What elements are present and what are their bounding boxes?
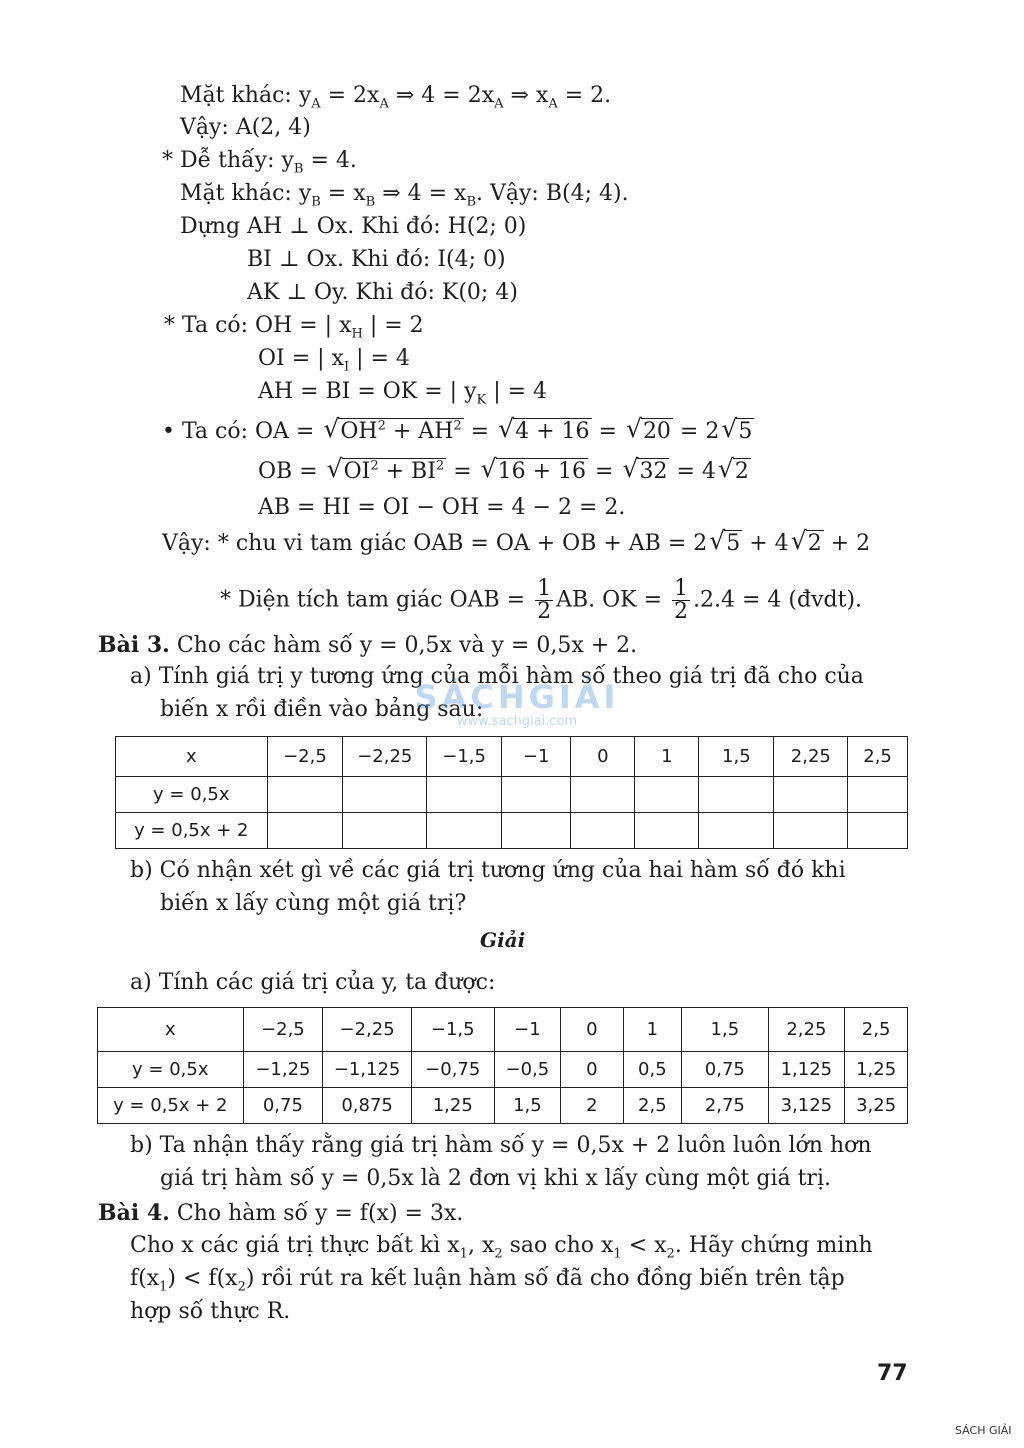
exercise-3-part-b: b) Có nhận xét gì về các giá trị tương ứng của hai hàm số đó khi xyxy=(130,858,846,883)
exercise-3-part-a: a) Tính giá trị y tương ứng của mỗi hàm số theo giá trị đã cho của xyxy=(130,664,864,689)
row-header-cell: x xyxy=(116,737,268,777)
solution-part-b: b) Ta nhận thấy rằng giá trị hàm số y = 0,5x + 2 luôn luôn lớn hơn xyxy=(130,1133,872,1158)
page-number: 77 xyxy=(877,1361,908,1386)
table-cell: −1,125 xyxy=(323,1052,412,1088)
exercise-4-text: hợp số thực R. xyxy=(130,1299,291,1324)
table-cell: 2,25 xyxy=(774,737,848,777)
table-cell xyxy=(848,813,908,849)
table-row xyxy=(98,1052,908,1088)
table-cell: 1,5 xyxy=(494,1088,561,1124)
solution-line: Dựng AH ⊥ Ox. Khi đó: H(2; 0) xyxy=(180,214,527,239)
table-cell: 0 xyxy=(561,1008,623,1052)
table-cell xyxy=(502,813,571,849)
solution-line: OB = √ $OI^2 + BI^2$ = √ 16 + 16 = √ 32 = 4√ 2 xyxy=(258,458,751,486)
exercise-4-text: Cho x các giá trị thực bất kì $x_1$, $x_2$ sao cho $x_1 < x_2$. Hãy chứng minh xyxy=(130,1233,873,1262)
watermark-logo: SÁCHGIẢI xyxy=(414,678,620,716)
table-cell xyxy=(635,777,699,813)
table-cell: −1,5 xyxy=(411,1008,494,1052)
solution-line: Mặt khác: $y_B = x_B$ ⇒ $4 = x_B$. Vậy: B(4; 4). xyxy=(180,181,629,210)
table-cell xyxy=(343,777,427,813)
row-header-cell: y = 0,5x xyxy=(98,1052,244,1088)
table-cell: 2,75 xyxy=(682,1088,768,1124)
solution-part-a: a) Tính các giá trị của y, ta được: xyxy=(130,970,496,995)
table-cell: 0,75 xyxy=(243,1088,323,1124)
exercise-3-part-a: biến x rồi điền vào bảng sau: xyxy=(160,697,484,722)
solution-part-b: giá trị hàm số y = 0,5x là 2 đơn vị khi x lấy cùng một giá trị. xyxy=(160,1166,831,1191)
solution-line: * Diện tích tam giác OAB = $\frac{1}{2}$ AB. OK = $\frac{1}{2}$ .2.4 = 4 (đvdt). xyxy=(220,576,863,624)
table-cell: 3,125 xyxy=(768,1088,845,1124)
table-cell xyxy=(848,777,908,813)
table-row xyxy=(116,777,908,813)
table-cell: 1 xyxy=(623,1008,682,1052)
table-cell xyxy=(502,777,571,813)
row-header-cell: y = 0,5x + 2 xyxy=(98,1088,244,1124)
table-cell: 3,25 xyxy=(845,1088,908,1124)
table-cell: 2,5 xyxy=(623,1088,682,1124)
watermark xyxy=(412,678,622,729)
row-header-cell: y = 0,5x + 2 xyxy=(116,813,268,849)
solution-line: * Dễ thấy: $y_B = 4$. xyxy=(162,148,357,177)
table-cell: 0 xyxy=(571,737,635,777)
table-cell: −0,5 xyxy=(494,1052,561,1088)
table-cell xyxy=(774,813,848,849)
table-cell: 2,25 xyxy=(768,1008,845,1052)
exercise-4-heading: Bài 4. Cho hàm số y = f(x) = 3x. xyxy=(98,1200,464,1226)
watermark-url: www.sachgiai.com xyxy=(456,714,578,729)
table-cell xyxy=(635,813,699,849)
exercise-table xyxy=(115,736,908,849)
table-cell: 2 xyxy=(561,1088,623,1124)
table-cell: −1,25 xyxy=(243,1052,323,1088)
solution-line: * Ta có: OH = | $x_H$ | = 2 xyxy=(164,313,424,342)
table-cell: 0,5 xyxy=(623,1052,682,1088)
table-cell: 1,5 xyxy=(682,1008,768,1052)
table-row xyxy=(98,1008,908,1052)
table-cell: 0,875 xyxy=(323,1088,412,1124)
table-cell: 1,25 xyxy=(845,1052,908,1088)
table-cell xyxy=(699,813,774,849)
table-cell: −1 xyxy=(502,737,571,777)
table-row xyxy=(116,737,908,777)
exercise-3-heading: Bài 3. Cho các hàm số y = 0,5x và y = 0,5x + 2. xyxy=(98,632,638,658)
table-cell: −1,5 xyxy=(427,737,502,777)
row-header-cell: x xyxy=(98,1008,244,1052)
table-row xyxy=(98,1088,908,1124)
table-cell xyxy=(427,777,502,813)
table-cell xyxy=(267,777,343,813)
table-cell: −0,75 xyxy=(411,1052,494,1088)
solution-line: AB = HI = OI − OH = 4 − 2 = 2. xyxy=(258,495,626,520)
table-cell xyxy=(267,813,343,849)
solution-line: AK ⊥ Oy. Khi đó: K(0; 4) xyxy=(247,280,518,305)
table-cell: 2,5 xyxy=(848,737,908,777)
table-cell: 1 xyxy=(635,737,699,777)
solution-line: OI = | $x_I$ | = 4 xyxy=(258,346,410,375)
table-cell: −2,5 xyxy=(243,1008,323,1052)
table-cell: 2,5 xyxy=(845,1008,908,1052)
solution-line: Vậy: * chu vi tam giác OAB = OA + OB + AB = 2√ 5 + 4√ 2 + 2 xyxy=(162,530,870,558)
table-cell: −2,25 xyxy=(343,737,427,777)
table-cell: −1 xyxy=(494,1008,561,1052)
brand-logo: SÁCH GIẢI xyxy=(955,1424,1012,1437)
solution-line: AH = BI = OK = | $y_K$ | = 4 xyxy=(258,379,548,408)
solution-line: BI ⊥ Ox. Khi đó: I(4; 0) xyxy=(247,247,506,272)
table-cell xyxy=(343,813,427,849)
solution-line: • Ta có: OA = √ $OH^2 + AH^2$ = √ 4 + 16 = √ 20 = 2√ 5 xyxy=(162,418,754,446)
table-cell xyxy=(699,777,774,813)
table-cell xyxy=(571,777,635,813)
table-cell: 0 xyxy=(561,1052,623,1088)
table-cell xyxy=(571,813,635,849)
table-cell: 1,5 xyxy=(699,737,774,777)
row-header-cell: y = 0,5x xyxy=(116,777,268,813)
table-cell: −2,25 xyxy=(323,1008,412,1052)
exercise-3-part-b: biến x lấy cùng một giá trị? xyxy=(160,891,467,916)
table-row xyxy=(116,813,908,849)
table-cell: 0,75 xyxy=(682,1052,768,1088)
solution-line: Vậy: A(2, 4) xyxy=(180,115,311,140)
table-cell: 1,125 xyxy=(768,1052,845,1088)
solution-line: Mặt khác: $y_A = 2x_A$ ⇒ $4 = 2x_A$ ⇒ $x_A = 2$. xyxy=(180,83,612,112)
table-cell: 1,25 xyxy=(411,1088,494,1124)
table-cell xyxy=(774,777,848,813)
exercise-4-text: $f(x_1) < f(x_2)$ rồi rút ra kết luận hàm số đã cho đồng biến trên tập xyxy=(130,1266,845,1295)
table-cell xyxy=(427,813,502,849)
table-cell: −2,5 xyxy=(267,737,343,777)
solution-table xyxy=(97,1007,908,1124)
solution-heading: Giải xyxy=(480,928,526,952)
